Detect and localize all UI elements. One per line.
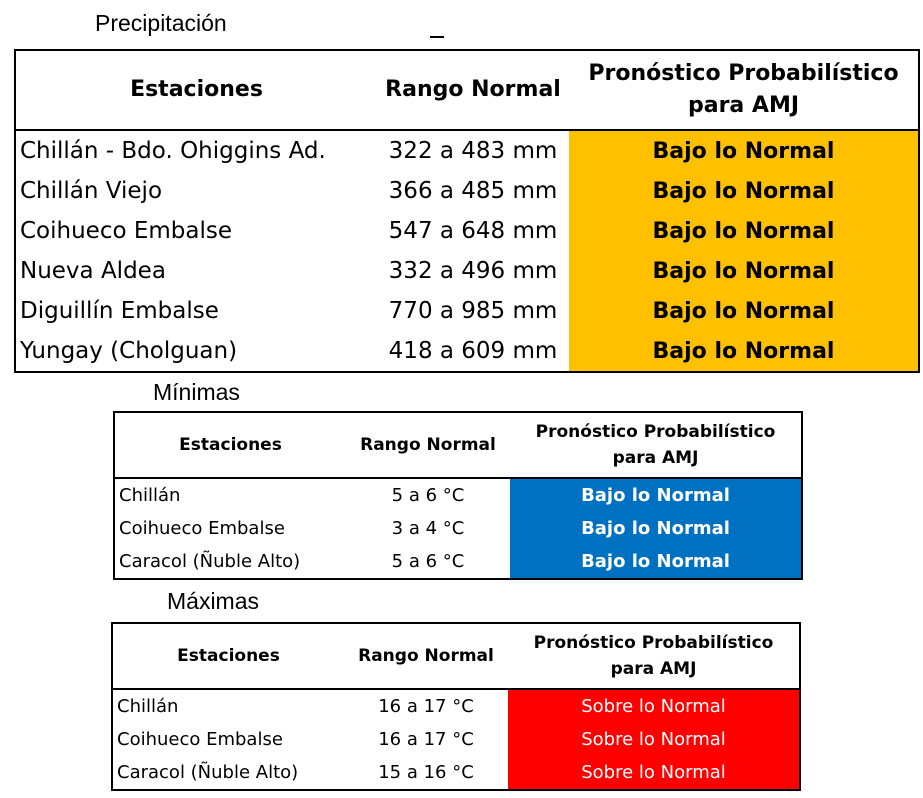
station-name: Chillán Viejo	[20, 178, 163, 204]
table-row	[15, 291, 919, 331]
station-name: Yungay (Cholguan)	[20, 338, 238, 364]
station-name: Chillán - Bdo. Ohiggins Ad.	[20, 138, 326, 164]
forecast-cell: Bajo lo Normal	[510, 545, 802, 579]
normal-range: 366 a 485 mm	[388, 178, 558, 204]
header-row	[114, 412, 802, 478]
station-name: Chillán	[119, 485, 181, 506]
normal-range: 418 a 609 mm	[388, 338, 558, 364]
table-row	[114, 512, 802, 545]
header-forecast-line2: para AMJ	[687, 93, 800, 118]
table-row	[15, 251, 919, 291]
normal-range: 322 a 483 mm	[388, 138, 558, 164]
normal-range: 5 a 6 °C	[391, 485, 465, 506]
forecast-cell: Bajo lo Normal	[569, 291, 919, 331]
precipitacion-title: Precipitación	[95, 10, 227, 36]
header-forecast	[510, 412, 802, 478]
station-name: Diguillín Embalse	[20, 298, 219, 324]
header-range: Rango Normal	[377, 50, 569, 130]
precipitacion-table	[14, 49, 920, 373]
forecast-cell: Bajo lo Normal	[510, 478, 802, 512]
table-row	[15, 211, 919, 251]
minimas-title: Mínimas	[153, 379, 240, 405]
table-row	[15, 171, 919, 211]
station-name: Caracol (Ñuble Alto)	[119, 551, 301, 572]
forecast-cell: Bajo lo Normal	[569, 251, 919, 291]
normal-range: 15 a 16 °C	[378, 762, 474, 783]
normal-range: 5 a 6 °C	[391, 551, 465, 572]
station-name: Coihueco Embalse	[117, 729, 283, 750]
station-name: Chillán	[117, 696, 179, 717]
header-forecast-line1: Pronóstico Probabilístico	[588, 61, 899, 86]
table-row	[15, 130, 919, 171]
table-row	[15, 331, 919, 372]
header-forecast-line2: para AMJ	[610, 659, 697, 679]
header-forecast-line1: Pronóstico Probabilístico	[533, 633, 774, 653]
header-range: Rango Normal	[344, 623, 508, 689]
header-forecast	[569, 50, 919, 130]
forecast-cell: Sobre lo Normal	[508, 756, 800, 790]
normal-range: 332 a 496 mm	[388, 258, 558, 284]
header-row	[112, 623, 800, 689]
table-row	[114, 478, 802, 512]
table-row	[114, 545, 802, 579]
normal-range: 547 a 648 mm	[388, 218, 558, 244]
forecast-cell: Bajo lo Normal	[569, 331, 919, 372]
header-forecast-line1: Pronóstico Probabilístico	[535, 422, 776, 442]
normal-range: 3 a 4 °C	[391, 518, 465, 539]
station-name: Nueva Aldea	[20, 258, 166, 284]
station-name: Caracol (Ñuble Alto)	[117, 762, 299, 783]
maximas-table	[111, 622, 801, 791]
header-range: Rango Normal	[346, 412, 510, 478]
minimas-table	[113, 411, 803, 580]
header-stations: Estaciones	[15, 50, 377, 130]
maximas-title: Máximas	[167, 588, 260, 614]
forecast-cell: Bajo lo Normal	[569, 211, 919, 251]
forecast-cell: Sobre lo Normal	[508, 723, 800, 756]
table-row	[112, 723, 800, 756]
forecast-cell: Bajo lo Normal	[510, 512, 802, 545]
header-stations: Estaciones	[114, 412, 346, 478]
forecast-cell: Bajo lo Normal	[569, 171, 919, 211]
header-row	[15, 50, 919, 130]
normal-range: 16 a 17 °C	[378, 696, 474, 717]
station-name: Coihueco Embalse	[20, 218, 233, 244]
station-name: Coihueco Embalse	[119, 518, 285, 539]
header-forecast	[508, 623, 800, 689]
dash-mark	[430, 36, 444, 38]
table-row	[112, 756, 800, 790]
forecast-cell: Sobre lo Normal	[508, 689, 800, 723]
table-row	[112, 689, 800, 723]
header-stations: Estaciones	[112, 623, 344, 689]
normal-range: 16 a 17 °C	[378, 729, 474, 750]
forecast-cell: Bajo lo Normal	[569, 130, 919, 171]
header-forecast-line2: para AMJ	[612, 448, 699, 468]
normal-range: 770 a 985 mm	[388, 298, 558, 324]
